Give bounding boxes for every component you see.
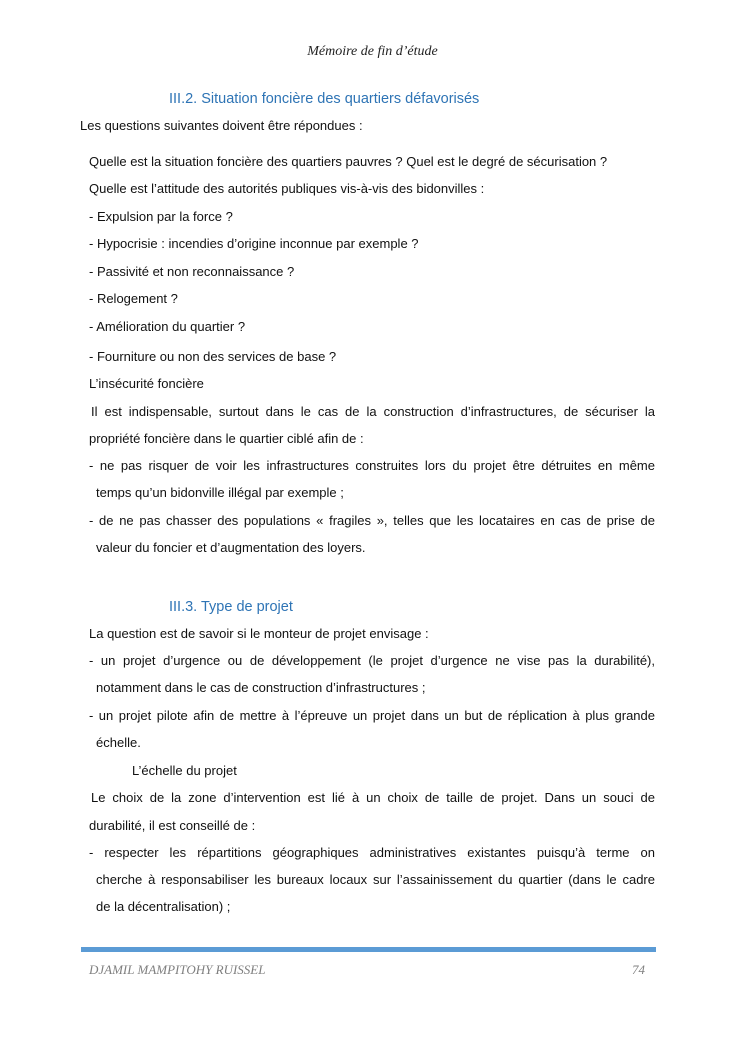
bullet-line: temps qu’un bidonville illégal par exemple ; [96, 485, 344, 500]
question-line: Quelle est l’attitude des autorités publiques vis-à-vis des bidonvilles : [89, 181, 485, 196]
bullet-line: cherche à responsabiliser les bureaux locaux sur l’assainissement du quartier (dans le cadre [96, 872, 655, 887]
bullet-line: notamment dans le cas de construction d’infrastructures ; [96, 680, 426, 695]
bullet-line: valeur du foncier et d’augmentation des loyers. [96, 540, 366, 555]
bullet-line: - de ne pas chasser des populations « fragiles », telles que les locataires en cas de prise de [89, 513, 655, 528]
list-item: - Amélioration du quartier ? [89, 319, 246, 334]
paragraph-line: Le choix de la zone d’intervention est lié à un choix de taille de projet. Dans un souci de [91, 790, 655, 805]
section-heading-land-situation: III.2. Situation foncière des quartiers défavorisés [169, 91, 480, 107]
list-item: - Passivité et non reconnaissance ? [89, 264, 295, 279]
bullet-line: - respecter les répartitions géographiques administratives existantes puisqu’à terme on [89, 845, 655, 860]
bullet-line: - un projet pilote afin de mettre à l’épreuve un projet dans un but de réplication à plus grande [89, 708, 655, 723]
footer-page-number: 74 [632, 962, 645, 977]
bullet-line: de la décentralisation) ; [96, 899, 231, 914]
section-intro: Les questions suivantes doivent être répondues : [80, 118, 363, 133]
question-line: Quelle est la situation foncière des quartiers pauvres ? Quel est le degré de sécurisation ? [89, 154, 608, 169]
list-item: - Fourniture ou non des services de base ? [89, 349, 337, 364]
paragraph-line: Il est indispensable, surtout dans le cas de la construction d’infrastructures, de sécuriser la [91, 404, 655, 419]
subheading-project-scale: L’échelle du projet [132, 763, 237, 778]
paragraph-line: propriété foncière dans le quartier ciblé afin de : [89, 431, 364, 446]
bullet-line: - un projet d’urgence ou de développement (le projet d’urgence ne vise pas la durabilité), [89, 653, 655, 668]
page-header-title: Mémoire de fin d’étude [307, 44, 438, 59]
list-item: - Hypocrisie : incendies d’origine inconnue par exemple ? [89, 236, 419, 251]
footer-author: DJAMIL MAMPITOHY RUISSEL [89, 962, 266, 977]
subheading-land-insecurity: L’insécurité foncière [89, 376, 204, 391]
list-item: - Relogement ? [89, 291, 178, 306]
list-item: - Expulsion par la force ? [89, 209, 233, 224]
bullet-line: échelle. [96, 735, 141, 750]
paragraph-line: durabilité, il est conseillé de : [89, 818, 256, 833]
bullet-line: - ne pas risquer de voir les infrastructures construites lors du projet être détruites en même [89, 458, 655, 473]
section-heading-project-type: III.3. Type de projet [169, 599, 293, 615]
section-intro: La question est de savoir si le monteur de projet envisage : [89, 626, 429, 641]
footer-divider [81, 947, 656, 952]
